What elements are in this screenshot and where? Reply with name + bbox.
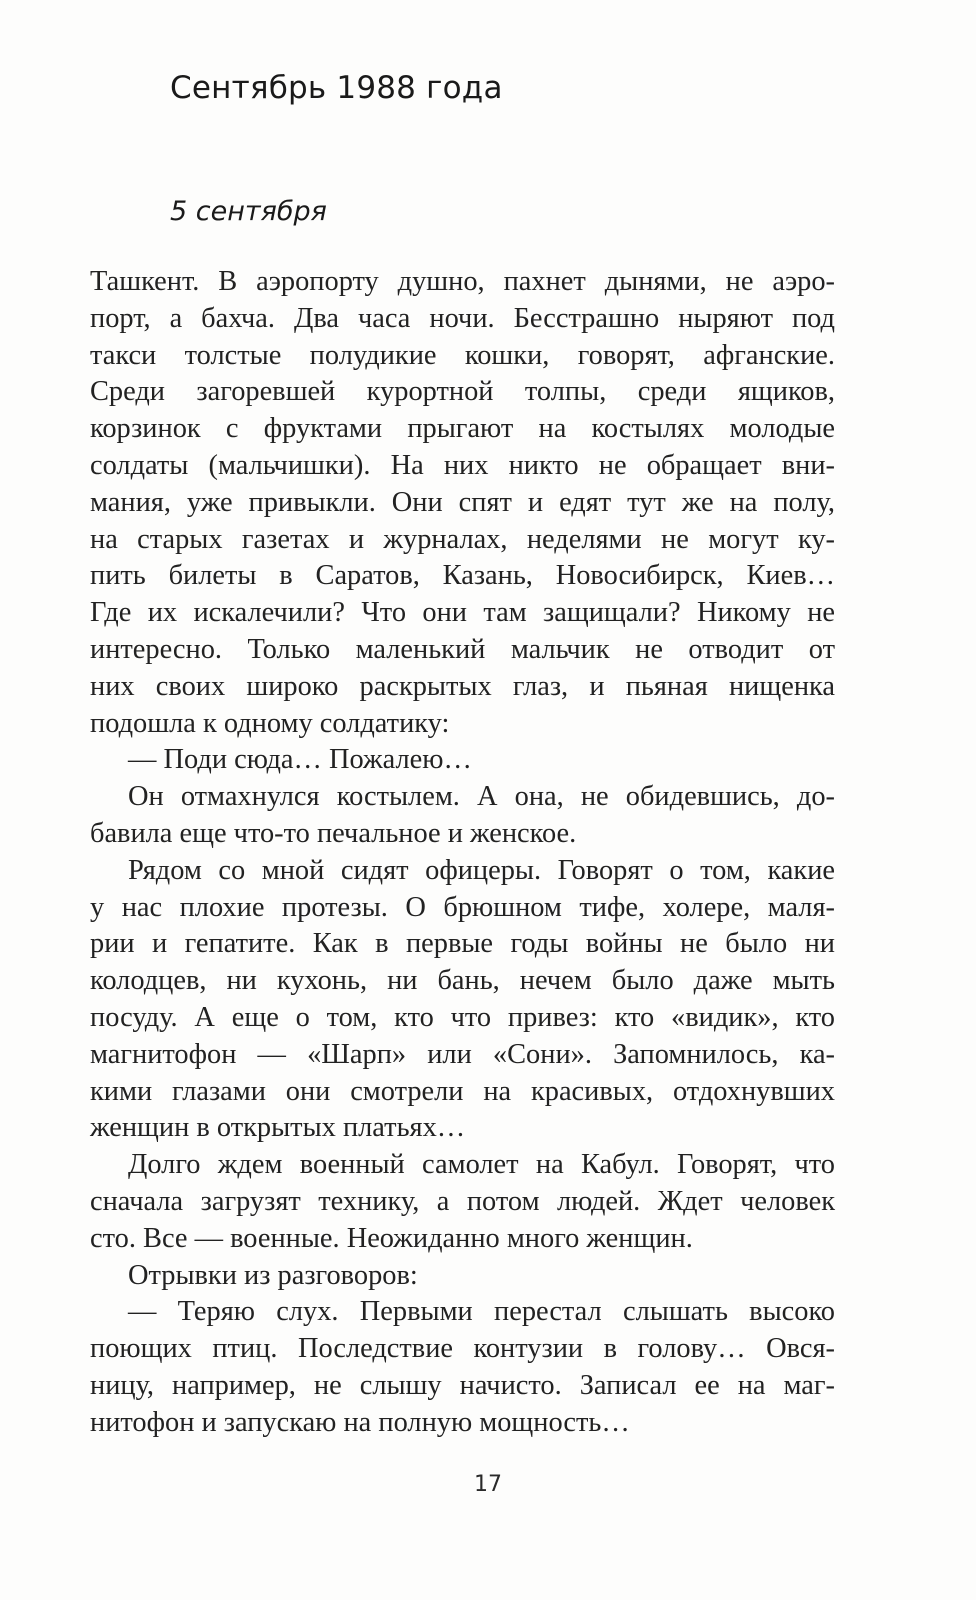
date-heading: 5 сентября <box>170 196 327 227</box>
text-line: посуду. А еще о том, кто что привез: кто «видик», кто <box>90 1001 835 1033</box>
text-line: интересно. Только маленький мальчик не отводит от <box>90 633 835 665</box>
text-line: бавила еще что-то печальное и женское. <box>90 817 577 849</box>
text-line: кими глазами они смотрели на красивых, отдохнувших <box>90 1075 835 1107</box>
text-line: Рядом со мной сидят офицеры. Говорят о том, какие <box>128 854 835 886</box>
text-line: колодцев, ни кухонь, ни бань, нечем было даже мыть <box>90 965 835 997</box>
text-line: порт, а бахча. Два часа ночи. Бесстрашно ныряют под <box>90 302 835 334</box>
text-line: Долго ждем военный самолет на Кабул. Говорят, что <box>128 1149 835 1181</box>
text-line: ницу, например, не слышу начисто. Записал ее на маг- <box>90 1369 835 1401</box>
text-line: Среди загоревшей курортной толпы, среди ящиков, <box>90 376 835 408</box>
text-line: подошла к одному солдатику: <box>90 707 450 739</box>
text-line: рии и гепатите. Как в первые годы войны не было ни <box>90 928 835 960</box>
text-line: сначала загрузят технику, а потом людей. Ждет человек <box>90 1185 835 1217</box>
page-number: 17 <box>474 1472 502 1497</box>
text-line: них своих широко раскрытых глаз, и пьяная нищенка <box>90 670 835 702</box>
text-line: поющих птиц. Последствие контузии в голову… Овся- <box>90 1333 835 1365</box>
text-line: такси толстые полудикие кошки, говорят, афганские. <box>90 339 835 371</box>
text-line: Где их искалечили? Что они там защищали? Никому не <box>90 597 835 629</box>
body-text <box>90 264 835 1442</box>
text-line: сто. Все — военные. Неожиданно много женщин. <box>90 1222 693 1254</box>
text-line: пить билеты в Саратов, Казань, Новосибирск, Киев… <box>90 560 835 592</box>
text-line: Ташкент. В аэропорту душно, пахнет дынями, не аэро- <box>90 266 835 297</box>
text-line: магнитофон — «Шарп» или «Сони». Запомнилось, ка- <box>90 1038 835 1070</box>
text-line: корзинок с фруктами прыгают на костылях молодые <box>90 413 835 445</box>
text-line: нитофон и запускаю на полную мощность… <box>90 1406 630 1438</box>
text-line: солдаты (мальчишки). На них никто не обращает вни- <box>90 449 835 481</box>
text-line: мания, уже привыкли. Они спят и едят тут же на полу, <box>90 486 835 518</box>
text-line: — Теряю слух. Первыми перестал слышать высоко <box>128 1296 835 1328</box>
text-line: женщин в открытых платьях… <box>90 1112 466 1144</box>
text-line: Отрывки из разговоров: <box>128 1259 418 1291</box>
text-line: у нас плохие протезы. О брюшном тифе, холере, маля- <box>90 891 835 923</box>
text-line: на старых газетах и журналах, неделями не могут ку- <box>90 523 835 555</box>
text-line: — Поди сюда… Пожалею… <box>128 744 472 776</box>
text-line: Он отмахнулся костылем. А она, не обидевшись, до- <box>128 781 835 813</box>
chapter-title: Сентябрь 1988 года <box>170 70 503 106</box>
